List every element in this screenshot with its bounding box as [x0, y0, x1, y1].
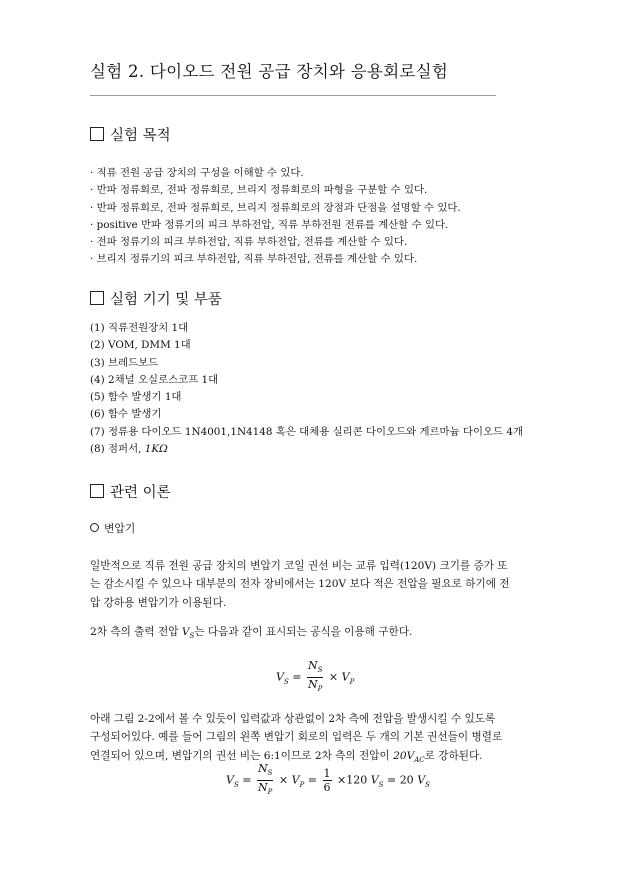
paragraph-line: 아래 그림 2-2에서 볼 수 있듯이 입력값과 상관없이 2차 측에 전압을 발생시킬 수 있도록	[90, 713, 496, 725]
math-var: N	[257, 762, 268, 775]
math-sub: P	[299, 780, 305, 789]
section-heading-text: 관련 이론	[110, 485, 171, 501]
math-sub: S	[283, 677, 289, 686]
math-var: V	[370, 773, 379, 787]
list-item: · 전파 정류기의 피크 부하전압, 직류 부하전압, 전류를 계산할 수 있다.	[90, 236, 408, 249]
math-sub: S	[378, 780, 384, 789]
square-bullet-icon	[90, 291, 104, 305]
purpose-list	[90, 165, 461, 269]
equation-turns-ratio	[276, 659, 354, 696]
fraction-denominator	[307, 678, 323, 696]
section-heading-purpose	[90, 124, 171, 145]
list-item: (4) 2채널 오실로스코프 1대	[90, 373, 219, 386]
paragraph-text: 는 다음과 같이 표시되는 공식을 이용해 구한다.	[194, 626, 413, 638]
math-sub: S	[425, 780, 430, 789]
math-fraction	[307, 659, 323, 696]
math-value: 20	[399, 773, 414, 787]
equipment-list	[90, 320, 523, 458]
resistor-value: 1	[144, 443, 152, 456]
math-operator: ×	[278, 773, 289, 787]
math-var: N	[307, 659, 318, 672]
math-operator: ×	[337, 773, 347, 787]
circle-bullet-icon	[90, 523, 99, 532]
math-var: V	[226, 773, 234, 787]
math-sub: S	[267, 769, 273, 778]
fraction-numerator	[307, 659, 323, 678]
paragraph-text: 로 강하된다.	[424, 749, 483, 762]
equation-example-calc	[226, 762, 430, 799]
math-sub: P	[267, 788, 273, 797]
paragraph-line: 일반적으로 직류 전원 공급 장치의 변압기 코일 권선 비는 교류 입력(120V) 크기를 증가 또	[90, 560, 508, 572]
square-bullet-icon	[90, 127, 104, 141]
paragraph-text: 연결되어 있으며, 변압기의 권선 비는 6:1이므로 2차 측의 전압이	[90, 749, 394, 762]
list-item: (2) VOM, DMM 1대	[90, 339, 191, 352]
math-operator: =	[242, 773, 252, 787]
list-item: · 반파 정류회로, 전파 정류회로, 브리지 정류회로의 장점과 단점을 설명할 수 있다.	[90, 201, 461, 214]
title-divider	[90, 95, 496, 96]
math-sub: S	[317, 666, 323, 675]
paragraph-line: 압 강하용 변압기가 이용된다.	[90, 596, 227, 609]
page-title: 실험 2. 다이오드 전원 공급 장치와 응용회로실험	[90, 62, 449, 81]
math-operator: =	[386, 773, 397, 787]
math-var: V	[406, 749, 415, 762]
math-operator: =	[307, 773, 317, 787]
math-sub: AC	[414, 755, 425, 764]
math-var: V	[276, 670, 284, 684]
list-item: · 브리지 정류기의 피크 부하전압, 직류 부하전압, 전류를 계산할 수 있다.	[90, 253, 418, 266]
paragraph-line	[90, 623, 537, 645]
list-item: · 직류 전원 공급 장치의 구성을 이해할 수 있다.	[90, 167, 304, 179]
math-var: N	[258, 781, 268, 795]
math-operator: =	[292, 670, 302, 684]
section-heading-equipment	[90, 288, 222, 309]
math-sub: S	[233, 780, 239, 789]
math-sub: P	[349, 677, 355, 686]
list-item	[90, 441, 523, 458]
resistor-unit: KΩ	[151, 443, 168, 456]
list-item: (5) 함수 발생기 1대	[90, 391, 182, 404]
math-sub: S	[189, 632, 195, 641]
list-item: (7) 정류용 다이오드 1N4001,1N4148 혹은 대체용 실리콘 다이오드와 게르마늄 다이오드 4개	[90, 425, 524, 438]
list-item: · 반파 정류회로, 전파 정류회로, 브리지 정류회로의 파형을 구분할 수 있다.	[90, 184, 428, 197]
math-operator: ×	[328, 670, 339, 684]
list-item: · positive 반파 정류기의 피크 부하전압, 직류 부하전원 전류를 계산할 수 있다.	[90, 218, 449, 231]
math-fraction	[257, 762, 273, 799]
paragraph-line: 는 감소시킬 수 있으나 대부분의 전자 장비에서는 120V 보다 적은 전압을 필요로 하기에 전	[90, 578, 510, 591]
paragraph-transformer-intro	[90, 557, 537, 612]
list-item: (1) 직류전원장치 1대	[90, 322, 189, 334]
section-heading-text: 실험 목적	[110, 128, 171, 144]
fraction-numerator	[257, 762, 273, 781]
fraction-denominator: 6	[323, 781, 331, 795]
section-heading-text: 실험 기기 및 부품	[110, 292, 222, 308]
list-item-text: (8) 점퍼서,	[90, 443, 145, 456]
math-var: V	[417, 773, 426, 787]
subheading-text: 변압기	[104, 522, 136, 535]
square-bullet-icon	[90, 484, 104, 498]
math-var: V	[341, 670, 350, 684]
list-item: (6) 함수 발생기	[90, 408, 162, 421]
paragraph-line: 구성되어있다. 예를 들어 그림의 왼쪽 변압기 회로의 입력은 두 개의 기본 권선들이 병렬로	[90, 731, 503, 744]
fraction-numerator: 1	[323, 767, 331, 781]
math-value: 120	[346, 773, 368, 787]
subheading-transformer	[90, 521, 135, 536]
section-heading-theory	[90, 481, 171, 502]
math-fraction	[323, 767, 332, 794]
math-var: N	[308, 678, 318, 692]
math-var: V	[291, 773, 300, 787]
paragraph-figure-description	[90, 710, 537, 769]
math-var: V	[181, 626, 190, 638]
paragraph-output-voltage	[90, 623, 537, 645]
list-item: (3) 브레드보드	[90, 356, 159, 369]
math-value: 20	[393, 749, 407, 762]
math-sub: P	[317, 685, 323, 694]
fraction-denominator	[257, 781, 273, 799]
paragraph-text: 2차 측의 출력 전압	[90, 626, 182, 638]
